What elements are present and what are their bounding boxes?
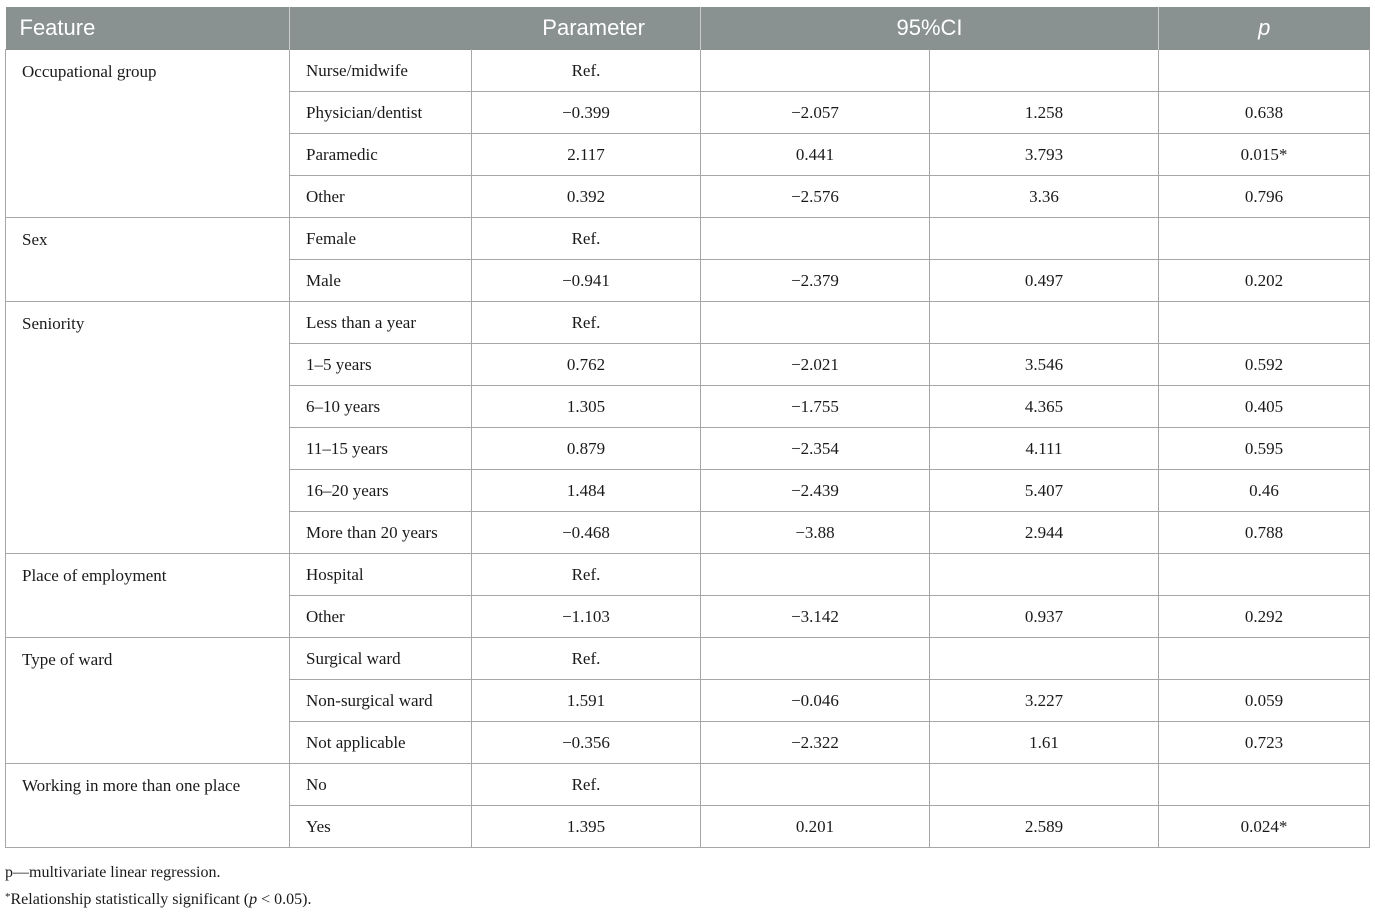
p-value-cell: 0.788 bbox=[1159, 512, 1370, 554]
p-value-cell: 0.46 bbox=[1159, 470, 1370, 512]
header-p: p bbox=[1159, 7, 1370, 50]
level-cell: Hospital bbox=[290, 554, 472, 596]
parameter-cell: Ref. bbox=[472, 554, 701, 596]
level-cell: 6–10 years bbox=[290, 386, 472, 428]
header-parameter: Parameter bbox=[290, 7, 701, 50]
level-cell: Nurse/midwife bbox=[290, 50, 472, 92]
table-row bbox=[6, 302, 1370, 344]
level-cell: Male bbox=[290, 260, 472, 302]
header-feature: Feature bbox=[6, 7, 290, 50]
feature-cell: Place of employment bbox=[6, 554, 290, 638]
ci-upper-cell: 4.365 bbox=[930, 386, 1159, 428]
parameter-cell: −0.399 bbox=[472, 92, 701, 134]
level-cell: Less than a year bbox=[290, 302, 472, 344]
feature-cell: Sex bbox=[6, 218, 290, 302]
level-cell: Other bbox=[290, 596, 472, 638]
ci-lower-cell: −1.755 bbox=[701, 386, 930, 428]
p-value-cell: 0.059 bbox=[1159, 680, 1370, 722]
parameter-cell: 1.395 bbox=[472, 806, 701, 848]
ci-lower-cell: −2.057 bbox=[701, 92, 930, 134]
table-row bbox=[6, 50, 1370, 92]
parameter-cell: 1.484 bbox=[472, 470, 701, 512]
parameter-cell: −0.468 bbox=[472, 512, 701, 554]
ci-upper-cell: 3.546 bbox=[930, 344, 1159, 386]
footnote-method: p—multivariate linear regression. bbox=[5, 864, 221, 881]
ci-lower-cell: −2.021 bbox=[701, 344, 930, 386]
feature-cell: Seniority bbox=[6, 302, 290, 554]
table-row bbox=[6, 554, 1370, 596]
level-cell: No bbox=[290, 764, 472, 806]
ci-lower-cell: −2.439 bbox=[701, 470, 930, 512]
feature-cell: Working in more than one place bbox=[6, 764, 290, 848]
footnotes bbox=[5, 861, 311, 912]
ci-lower-cell: −3.142 bbox=[701, 596, 930, 638]
parameter-cell: −0.941 bbox=[472, 260, 701, 302]
ci-upper-cell: 3.227 bbox=[930, 680, 1159, 722]
ci-upper-cell: 1.258 bbox=[930, 92, 1159, 134]
footnote-star: * bbox=[5, 891, 11, 903]
p-value-cell: 0.595 bbox=[1159, 428, 1370, 470]
ci-lower-cell: 0.201 bbox=[701, 806, 930, 848]
ci-lower-cell: −0.046 bbox=[701, 680, 930, 722]
parameter-cell: −1.103 bbox=[472, 596, 701, 638]
parameter-cell: −0.356 bbox=[472, 722, 701, 764]
parameter-cell: 0.392 bbox=[472, 176, 701, 218]
level-cell: Not applicable bbox=[290, 722, 472, 764]
p-value-cell: 0.015* bbox=[1159, 134, 1370, 176]
p-value-cell: 0.024* bbox=[1159, 806, 1370, 848]
table-row bbox=[6, 218, 1370, 260]
p-value-cell: 0.638 bbox=[1159, 92, 1370, 134]
ci-upper-cell: 0.497 bbox=[930, 260, 1159, 302]
p-value-cell bbox=[1159, 764, 1370, 806]
ci-lower-cell bbox=[701, 554, 930, 596]
ci-lower-cell: −3.88 bbox=[701, 512, 930, 554]
parameter-cell: 1.591 bbox=[472, 680, 701, 722]
ci-upper-cell bbox=[930, 302, 1159, 344]
level-cell: Paramedic bbox=[290, 134, 472, 176]
footnote-significance bbox=[5, 885, 311, 912]
footnote-p-symbol: p bbox=[249, 891, 258, 908]
table-header-row bbox=[6, 7, 1370, 50]
ci-lower-cell bbox=[701, 218, 930, 260]
level-cell: 16–20 years bbox=[290, 470, 472, 512]
ci-upper-cell bbox=[930, 218, 1159, 260]
ci-upper-cell bbox=[930, 50, 1159, 92]
ci-lower-cell: −2.322 bbox=[701, 722, 930, 764]
parameter-cell: Ref. bbox=[472, 638, 701, 680]
parameter-cell: 2.117 bbox=[472, 134, 701, 176]
ci-upper-cell bbox=[930, 764, 1159, 806]
level-cell: Surgical ward bbox=[290, 638, 472, 680]
ci-lower-cell bbox=[701, 764, 930, 806]
feature-cell: Occupational group bbox=[6, 50, 290, 218]
level-cell: More than 20 years bbox=[290, 512, 472, 554]
parameter-cell: 0.762 bbox=[472, 344, 701, 386]
parameter-cell: 1.305 bbox=[472, 386, 701, 428]
parameter-cell: Ref. bbox=[472, 50, 701, 92]
ci-lower-cell: −2.576 bbox=[701, 176, 930, 218]
feature-cell: Type of ward bbox=[6, 638, 290, 764]
p-value-cell: 0.723 bbox=[1159, 722, 1370, 764]
p-value-cell: 0.405 bbox=[1159, 386, 1370, 428]
ci-upper-cell: 0.937 bbox=[930, 596, 1159, 638]
p-value-cell bbox=[1159, 554, 1370, 596]
level-cell: Physician/dentist bbox=[290, 92, 472, 134]
parameter-cell: Ref. bbox=[472, 302, 701, 344]
regression-table bbox=[5, 7, 1370, 848]
level-cell: Yes bbox=[290, 806, 472, 848]
p-value-cell bbox=[1159, 218, 1370, 260]
ci-lower-cell bbox=[701, 302, 930, 344]
ci-upper-cell bbox=[930, 554, 1159, 596]
ci-lower-cell: 0.441 bbox=[701, 134, 930, 176]
ci-upper-cell: 4.111 bbox=[930, 428, 1159, 470]
level-cell: Other bbox=[290, 176, 472, 218]
ci-lower-cell bbox=[701, 50, 930, 92]
ci-upper-cell: 1.61 bbox=[930, 722, 1159, 764]
p-value-cell: 0.592 bbox=[1159, 344, 1370, 386]
header-95ci: 95%CI bbox=[701, 7, 1159, 50]
ci-lower-cell bbox=[701, 638, 930, 680]
p-value-cell: 0.202 bbox=[1159, 260, 1370, 302]
p-value-cell bbox=[1159, 638, 1370, 680]
ci-upper-cell: 2.944 bbox=[930, 512, 1159, 554]
p-value-cell bbox=[1159, 302, 1370, 344]
ci-lower-cell: −2.379 bbox=[701, 260, 930, 302]
ci-lower-cell: −2.354 bbox=[701, 428, 930, 470]
footnote-significance-text-a: Relationship statistically significant ( bbox=[10, 891, 250, 908]
table-row bbox=[6, 638, 1370, 680]
ci-upper-cell: 2.589 bbox=[930, 806, 1159, 848]
footnote-significance-text-b: < 0.05). bbox=[257, 891, 312, 908]
ci-upper-cell: 5.407 bbox=[930, 470, 1159, 512]
p-value-cell bbox=[1159, 50, 1370, 92]
p-value-cell: 0.796 bbox=[1159, 176, 1370, 218]
parameter-cell: 0.879 bbox=[472, 428, 701, 470]
table-body bbox=[6, 50, 1370, 848]
p-value-cell: 0.292 bbox=[1159, 596, 1370, 638]
table-row bbox=[6, 764, 1370, 806]
level-cell: 11–15 years bbox=[290, 428, 472, 470]
level-cell: Female bbox=[290, 218, 472, 260]
level-cell: Non-surgical ward bbox=[290, 680, 472, 722]
level-cell: 1–5 years bbox=[290, 344, 472, 386]
ci-upper-cell bbox=[930, 638, 1159, 680]
parameter-cell: Ref. bbox=[472, 764, 701, 806]
ci-upper-cell: 3.36 bbox=[930, 176, 1159, 218]
parameter-cell: Ref. bbox=[472, 218, 701, 260]
ci-upper-cell: 3.793 bbox=[930, 134, 1159, 176]
